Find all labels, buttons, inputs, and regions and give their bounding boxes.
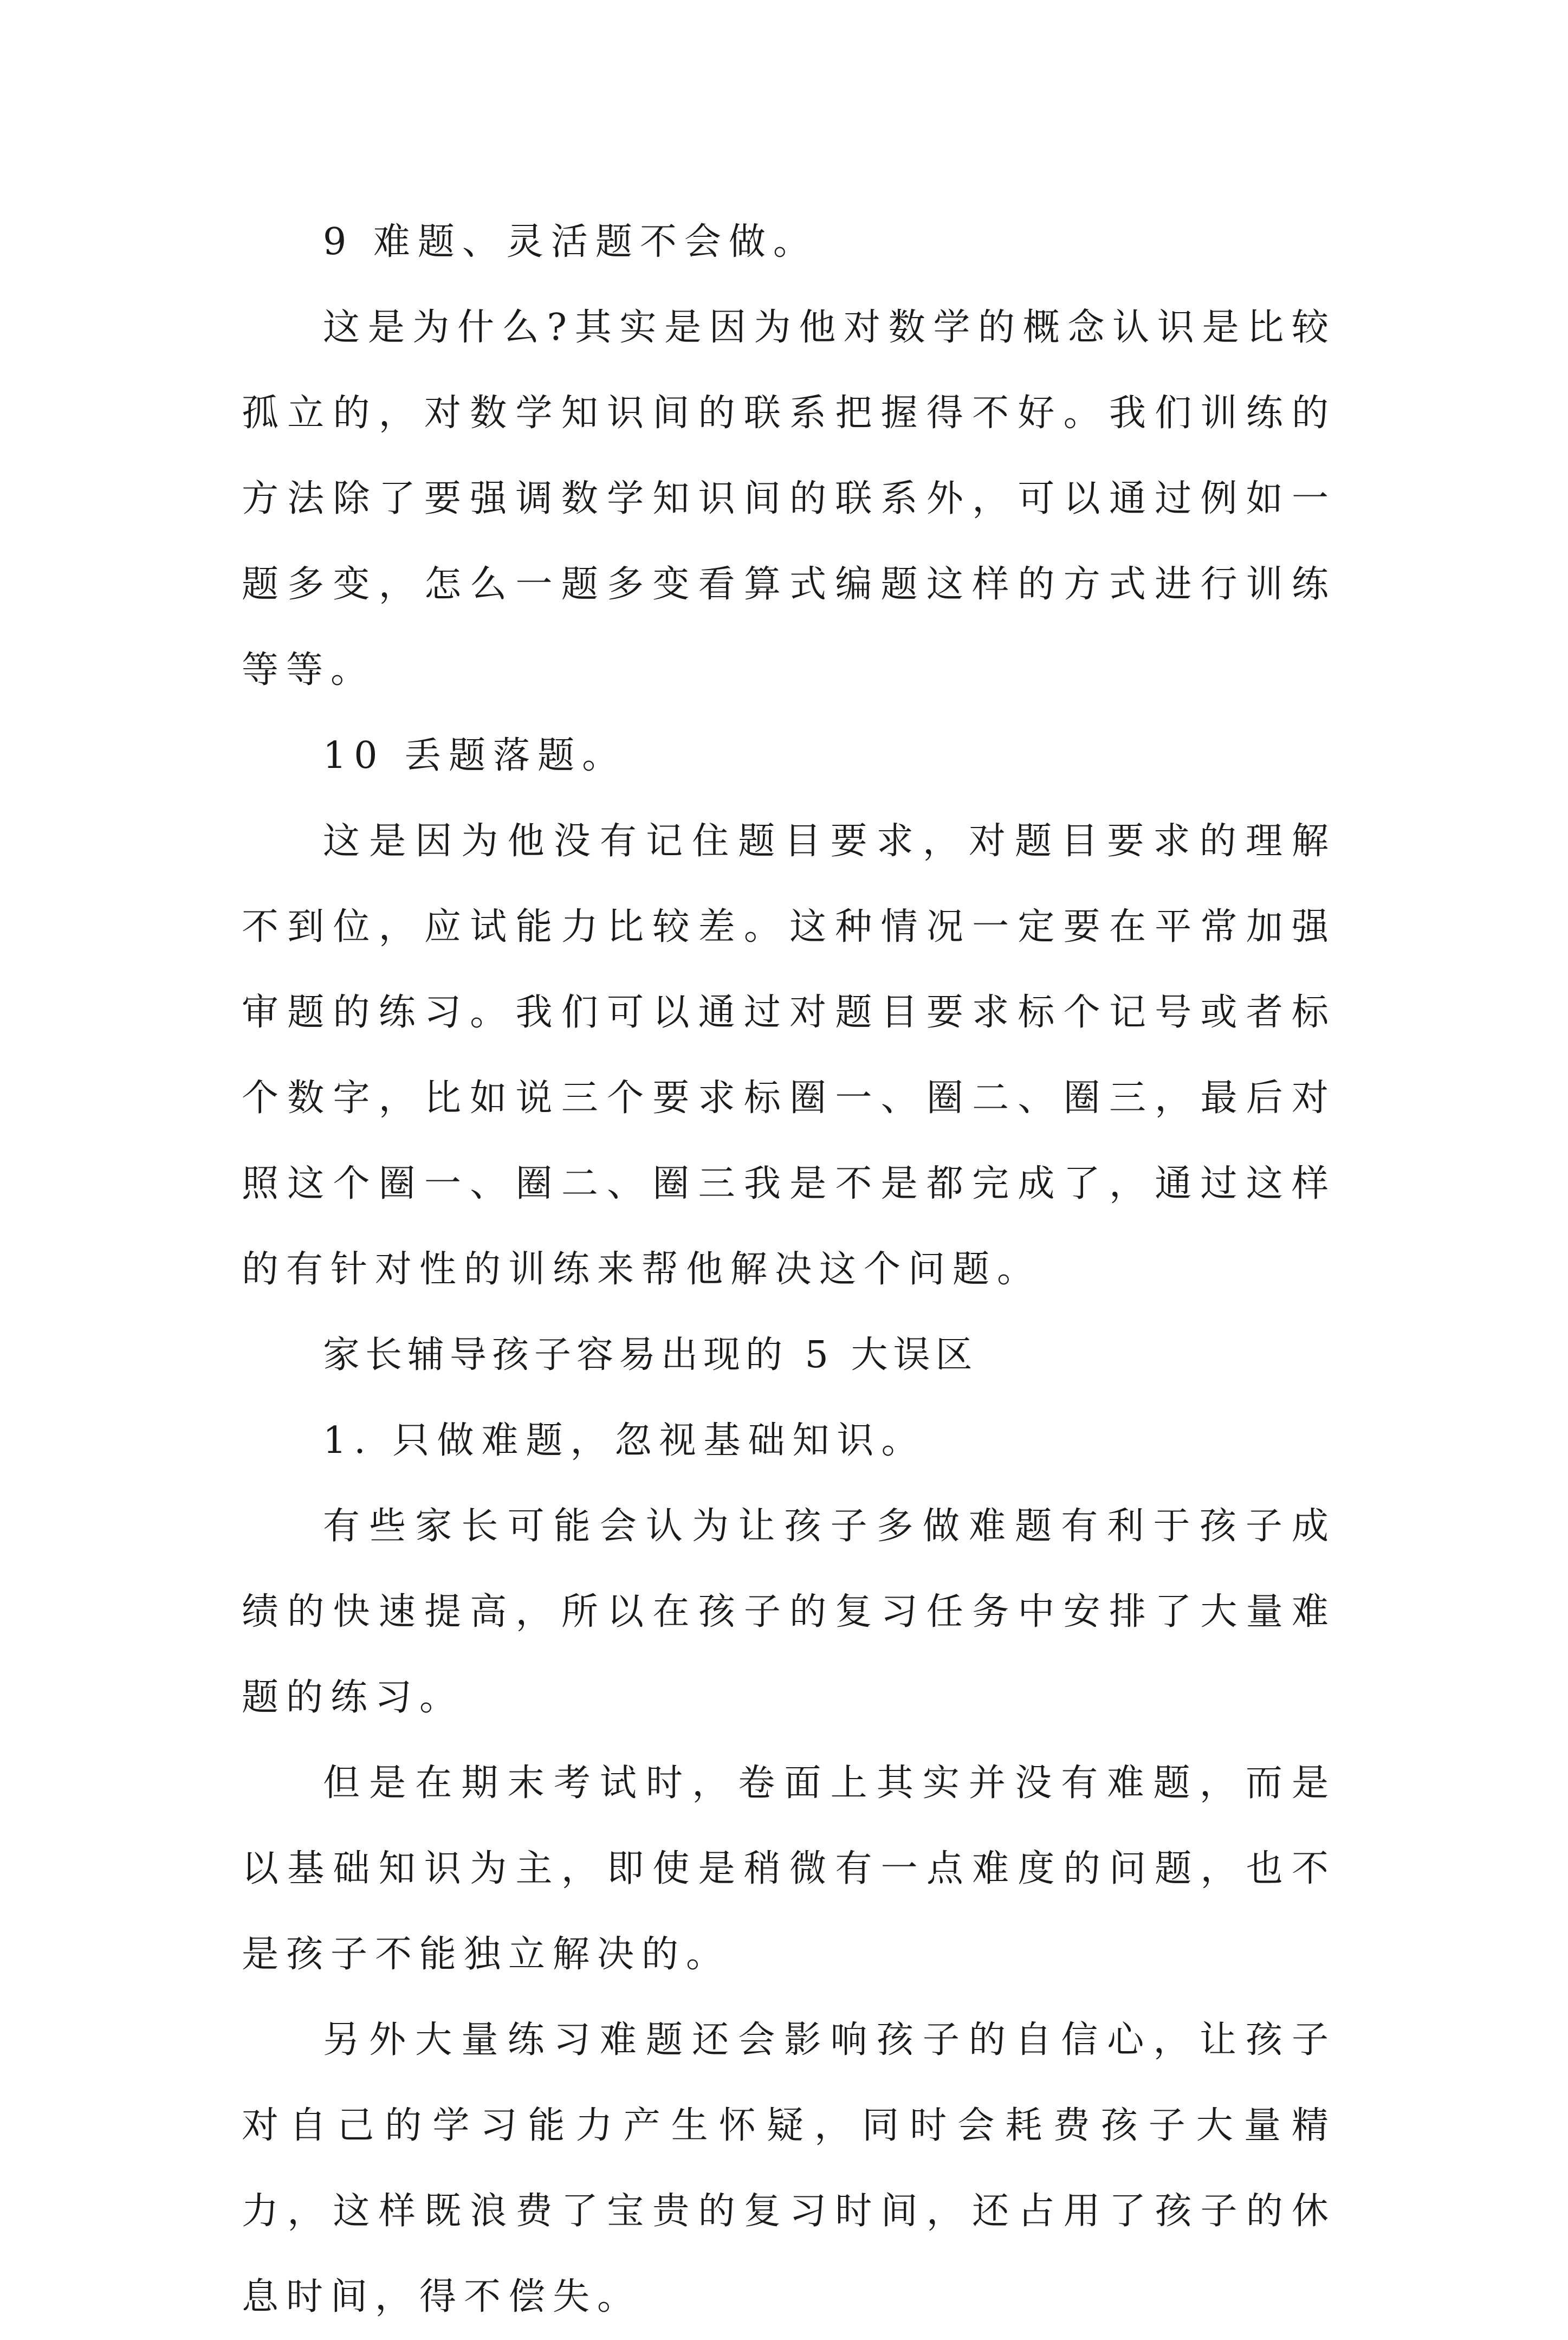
body-text [242, 199, 1336, 2340]
paragraph-9-explanation: 这是为什么?其实是因为他对数学的概念认识是比较孤立的，对数学知识间的联系把握得不好。我们训练的方法除了要强调数学知识间的联系外，可以通过例如一题多变，怎么一题多变看算式编题这样的方式进行训练等等。 [242, 306, 1336, 691]
paragraph-misconception-1c: 另外大量练习难题还会影响孩子的自信心，让孩子对自己的学习能力产生怀疑，同时会耗费孩子大量精力，这样既浪费了宝贵的复习时间，还占用了孩子的休息时间，得不偿失。 [242, 2019, 1336, 2318]
item-heading-10: 10 丢题落题。 [323, 734, 627, 777]
paragraph-10-explanation: 这是因为他没有记住题目要求，对题目要求的理解不到位，应试能力比较差。这种情况一定要在平常加强审题的练习。我们可以通过对题目要求标个记号或者标个数字，比如说三个要求标圈一、圈二、圈三，最后对照这个圈一、圈二、圈三我是不是都完成了，通过这样的有针对性的训练来帮他解决这个问题。 [242, 820, 1336, 1291]
paragraph-misconception-1b: 但是在期末考试时，卷面上其实并没有难题，而是以基础知识为主，即使是稍微有一点难度的问题，也不是孩子不能独立解决的。 [242, 1762, 1336, 1976]
misconception-heading-1: 1. 只做难题，忽视基础知识。 [323, 1419, 926, 1462]
section-heading-misconceptions: 家长辅导孩子容易出现的 5 大误区 [323, 1334, 978, 1376]
paragraph-misconception-1a: 有些家长可能会认为让孩子多做难题有利于孩子成绩的快速提高，所以在孩子的复习任务中安排了大量难题的练习。 [242, 1505, 1336, 1719]
item-heading-9: 9 难题、灵活题不会做。 [323, 221, 818, 263]
